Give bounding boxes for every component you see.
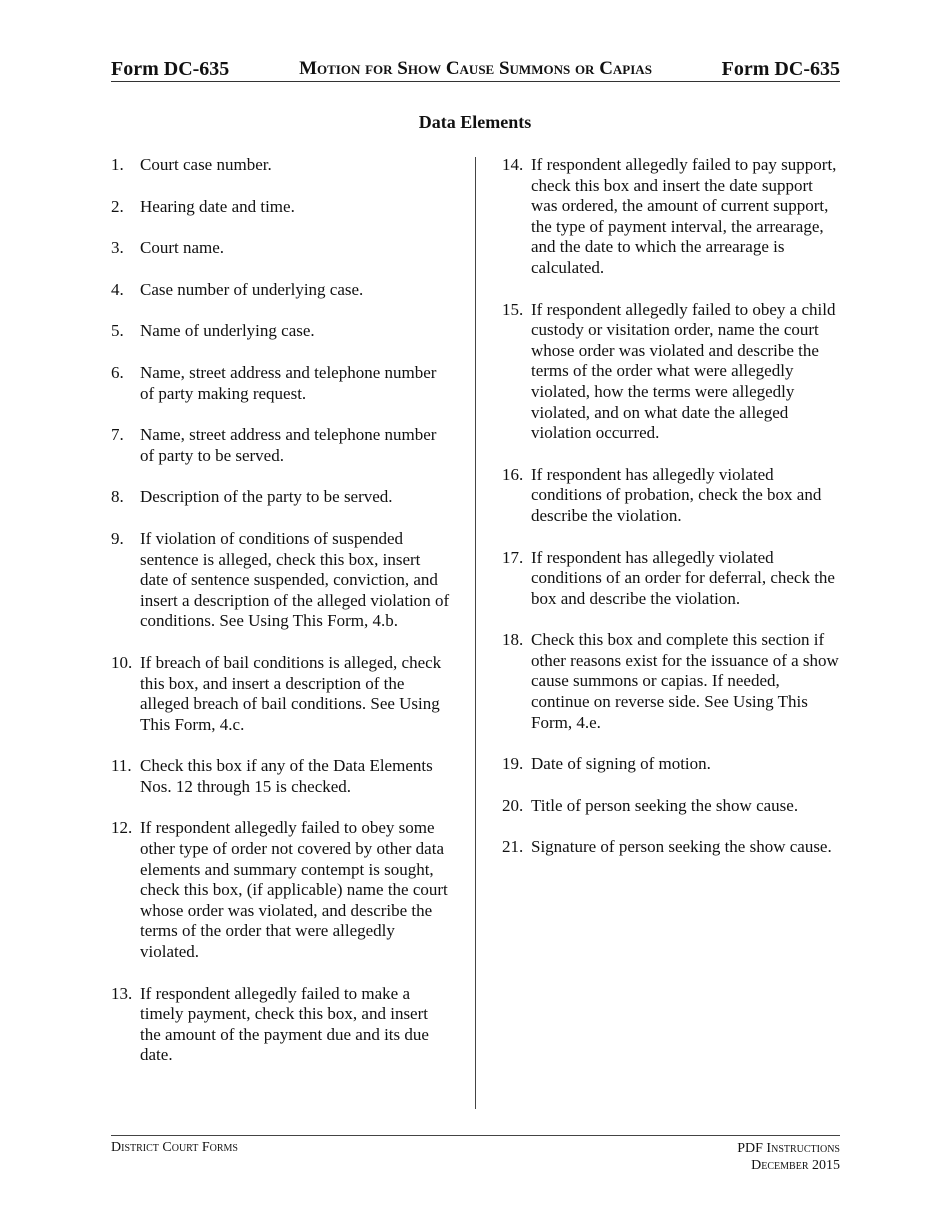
item-number: 2. <box>111 196 124 216</box>
item-text: If respondent allegedly failed to obey a child custody or visitation order, name the court whose order was violated and describe the terms of the order what were allegedly violated, how the terms were allegedly violated, and on what date the alleged violation occurred. <box>531 299 836 443</box>
list-item <box>502 837 842 858</box>
item-text: If respondent has allegedly violated conditions of an order for deferral, check the box and describe the violation. <box>531 547 835 608</box>
item-text: Name, street address and telephone number of party making request. <box>140 362 437 403</box>
item-number: 9. <box>111 528 124 548</box>
list-item <box>502 796 842 817</box>
item-number: 10. <box>111 652 133 672</box>
item-number: 12. <box>111 818 133 838</box>
left-column <box>111 155 451 1087</box>
item-text: If breach of bail conditions is alleged, check this box, and insert a description of the alleged breach of bail conditions. See Using This Form, 4.c. <box>140 652 442 734</box>
item-text: If violation of conditions of suspended sentence is alleged, check this box, insert date of sentence suspended, conviction, and insert a description of the alleged violation of conditions. See Using This Form, 4.b. <box>140 528 450 631</box>
item-number: 3. <box>111 238 124 258</box>
item-number: 11. <box>111 756 132 776</box>
footer-divider <box>111 1135 840 1136</box>
list-item <box>502 754 842 775</box>
item-number: 6. <box>111 362 124 382</box>
item-number: 4. <box>111 279 124 299</box>
item-number: 21. <box>502 837 524 857</box>
list-item <box>111 280 451 301</box>
item-text: Court case number. <box>140 155 272 174</box>
list-item <box>111 984 451 1066</box>
item-text: Check this box if any of the Data Elements Nos. 12 through 15 is checked. <box>140 756 433 796</box>
item-text: Hearing date and time. <box>140 196 295 216</box>
list-item <box>502 548 842 610</box>
list-item <box>111 818 451 962</box>
item-text: Title of person seeking the show cause. <box>531 795 799 815</box>
list-item <box>111 363 451 404</box>
item-text: Name, street address and telephone number of party to be served. <box>140 425 437 465</box>
item-number: 13. <box>111 983 133 1003</box>
page-header <box>111 56 840 82</box>
item-text: Check this box and complete this section if other reasons exist for the issuance of a show cause summons or capias. If needed, continue on reverse side. See Using This Form, 4.e. <box>531 630 839 732</box>
list-item <box>111 197 451 218</box>
section-title: Data Elements <box>418 112 532 132</box>
item-number: 16. <box>502 464 524 484</box>
list-item <box>111 425 451 466</box>
item-text: If respondent allegedly failed to pay support, check this box and insert the date support was ordered, the amount of current support, the type of payment interval, the arrearage, and the date to which the arrearage is calculated. <box>531 155 837 277</box>
list-item <box>111 756 451 797</box>
item-number: 17. <box>502 547 524 567</box>
item-text: If respondent has allegedly violated conditions of probation, check the box and describe the violation. <box>531 464 822 525</box>
list-item <box>502 300 842 444</box>
form-number-left: Form DC-635 <box>111 58 230 80</box>
item-text: Date of signing of motion. <box>531 754 711 774</box>
list-item <box>111 321 451 342</box>
item-text: If respondent allegedly failed to obey some other type of order not covered by other data elements and summary contempt is sought, check this box, (if applicable) name the court whose order was violated, and describe the terms of the order that were allegedly violated. <box>140 818 448 962</box>
right-column <box>502 155 842 879</box>
list-item <box>111 238 451 259</box>
item-number: 20. <box>502 795 524 815</box>
item-text: Court name. <box>140 238 225 258</box>
item-number: 5. <box>111 321 124 341</box>
item-text: Case number of underlying case. <box>140 279 364 299</box>
item-number: 7. <box>111 425 124 445</box>
list-item <box>111 155 451 176</box>
list-item <box>502 465 842 527</box>
form-number-right: Form DC-635 <box>721 58 840 80</box>
item-number: 19. <box>502 754 524 774</box>
column-divider <box>475 157 476 1109</box>
item-text: Description of the party to be served. <box>140 487 393 507</box>
item-text: If respondent allegedly failed to make a timely payment, check this box, and insert the amount of the payment due and its due date. <box>140 983 429 1065</box>
item-number: 1. <box>111 155 124 174</box>
list-item <box>111 653 451 735</box>
footer-left: District Court Forms <box>111 1140 238 1155</box>
footer-doc-type: PDF Instructions <box>737 1141 840 1156</box>
footer-right <box>737 1140 840 1174</box>
item-number: 14. <box>502 155 524 174</box>
footer-date: December 2015 <box>751 1158 840 1173</box>
list-item <box>111 529 451 632</box>
item-text: Signature of person seeking the show cause. <box>531 837 832 857</box>
list-item <box>111 487 451 508</box>
list-item <box>502 630 842 733</box>
form-title: Motion for Show Cause Summons or Capias <box>299 58 652 79</box>
item-number: 18. <box>502 630 524 650</box>
list-item <box>502 155 842 279</box>
item-text: Name of underlying case. <box>140 321 315 341</box>
item-number: 15. <box>502 299 524 319</box>
item-number: 8. <box>111 487 124 507</box>
